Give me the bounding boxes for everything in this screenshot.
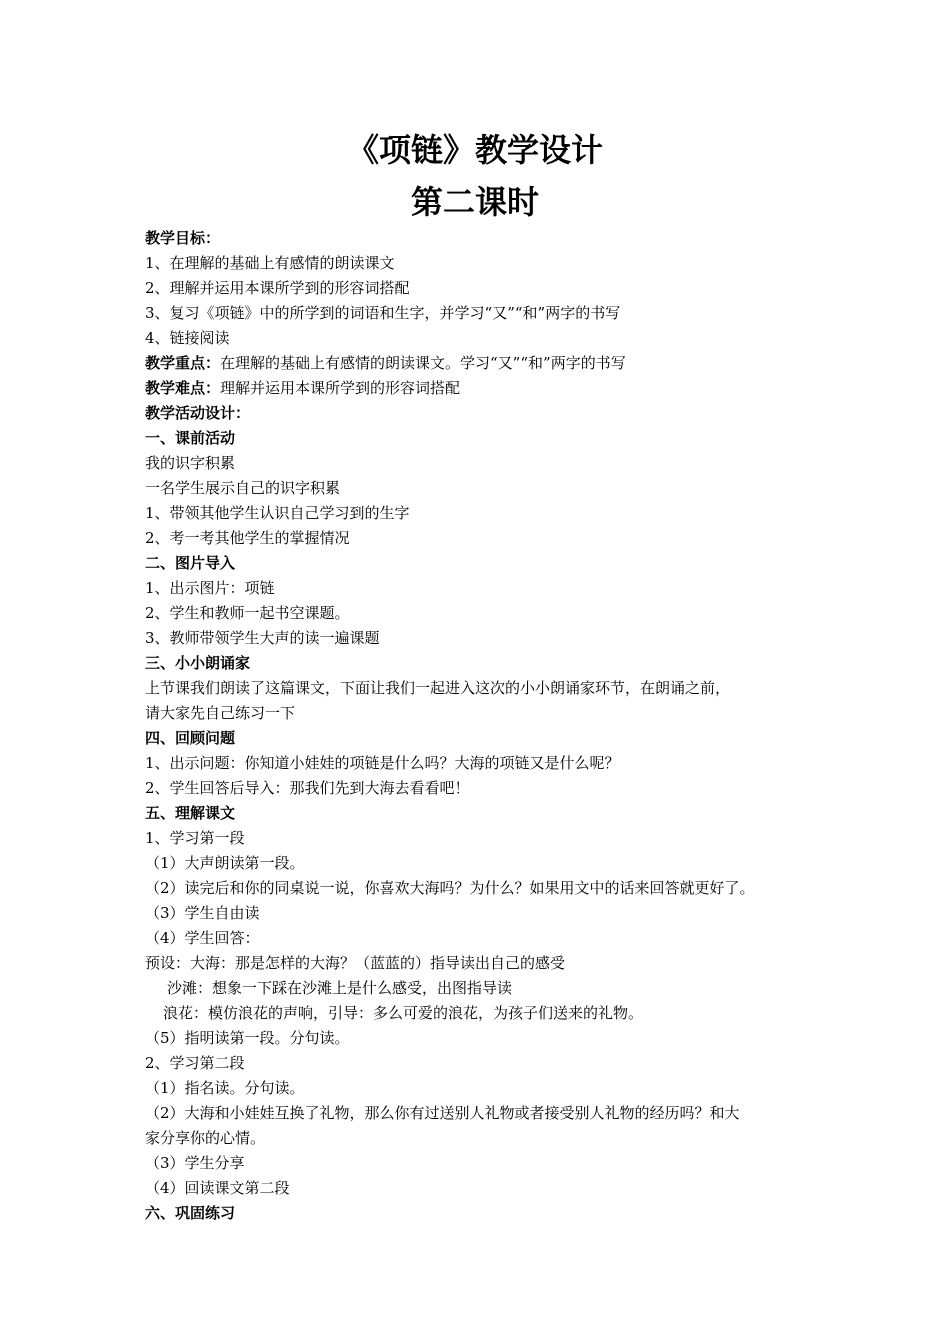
section-heading: 三、小小朗诵家 <box>145 654 251 672</box>
goal-item: 1、在理解的基础上有感情的朗读课文 <box>145 254 395 272</box>
section-line: 2、学生回答后导入：那我们先到大海去看看吧！ <box>145 779 470 797</box>
section-heading: 四、回顾问题 <box>145 729 236 747</box>
section-line: （3）学生分享 <box>145 1154 245 1172</box>
goal-item: 2、理解并运用本课所学到的形容词搭配 <box>145 279 410 297</box>
section-line: 3、教师带领学生大声的读一遍课题 <box>145 629 380 647</box>
page-title: 《项链》教学设计 <box>346 131 603 169</box>
section-line: 预设：大海：那是怎样的大海？（蓝蓝的）指导读出自己的感受 <box>145 954 566 972</box>
goal-item: 4、链接阅读 <box>145 329 230 347</box>
section-line: 一名学生展示自己的识字积累 <box>145 479 341 497</box>
section-line: 我的识字积累 <box>145 454 236 472</box>
goal-item: 3、复习《项链》中的所学到的词语和生字，并学习“又”“和”两字的书写 <box>145 304 621 322</box>
section-line: （2）大海和小娃娃互换了礼物，那么你有过送别人礼物或者接受别人礼物的经历吗？和大 <box>145 1104 740 1122</box>
section-line: 2、学生和教师一起书空课题。 <box>145 604 350 622</box>
page-subtitle: 第二课时 <box>410 183 539 221</box>
goals-label: 教学目标： <box>145 229 221 247</box>
section-line: （1）指名读。分句读。 <box>145 1079 305 1097</box>
section-line: 请大家先自己练习一下 <box>145 704 296 722</box>
section-heading: 一、课前活动 <box>145 429 236 447</box>
section-line: 1、出示图片：项链 <box>145 579 275 597</box>
key-point-text: 在理解的基础上有感情的朗读课文。学习“又”“和”两字的书写 <box>220 354 626 372</box>
design-label: 教学活动设计： <box>145 404 251 422</box>
key-point-label: 教学重点： <box>145 354 221 372</box>
difficulty-label: 教学难点： <box>145 379 221 397</box>
section-line: 沙滩：想象一下踩在沙滩上是什么感受，出图指导读 <box>167 979 513 997</box>
section-line: 上节课我们朗读了这篇课文，下面让我们一起进入这次的小小朗诵家环节，在朗诵之前， <box>145 679 731 697</box>
section-line: 1、学习第一段 <box>145 829 245 847</box>
section-line: 1、带领其他学生认识自己学习到的生字 <box>145 504 410 522</box>
section-line: 2、考一考其他学生的掌握情况 <box>145 529 350 547</box>
section-line: （4）学生回答： <box>145 929 260 947</box>
section-line: （1）大声朗读第一段。 <box>145 854 305 872</box>
section-line: 家分享你的心情。 <box>145 1129 266 1147</box>
section-line: （3）学生自由读 <box>145 904 260 922</box>
document-body <box>145 226 825 1226</box>
key-point <box>145 351 825 376</box>
section-line: （4）回读课文第二段 <box>145 1179 290 1197</box>
section-line: 1、出示问题：你知道小娃娃的项链是什么吗？大海的项链又是什么呢？ <box>145 754 620 772</box>
section-heading: 二、图片导入 <box>145 554 236 572</box>
difficulty <box>145 376 825 401</box>
section-line: （5）指明读第一段。分句读。 <box>145 1029 350 1047</box>
section-heading: 五、理解课文 <box>145 804 236 822</box>
difficulty-text: 理解并运用本课所学到的形容词搭配 <box>220 379 461 397</box>
section-line: 浪花：模仿浪花的声响，引导：多么可爱的浪花，为孩子们送来的礼物。 <box>163 1004 644 1022</box>
section-heading: 六、巩固练习 <box>145 1204 236 1222</box>
section-line: 2、学习第二段 <box>145 1054 245 1072</box>
section-line: （2）读完后和你的同桌说一说，你喜欢大海吗？为什么？如果用文中的话来回答就更好了。 <box>145 879 755 897</box>
